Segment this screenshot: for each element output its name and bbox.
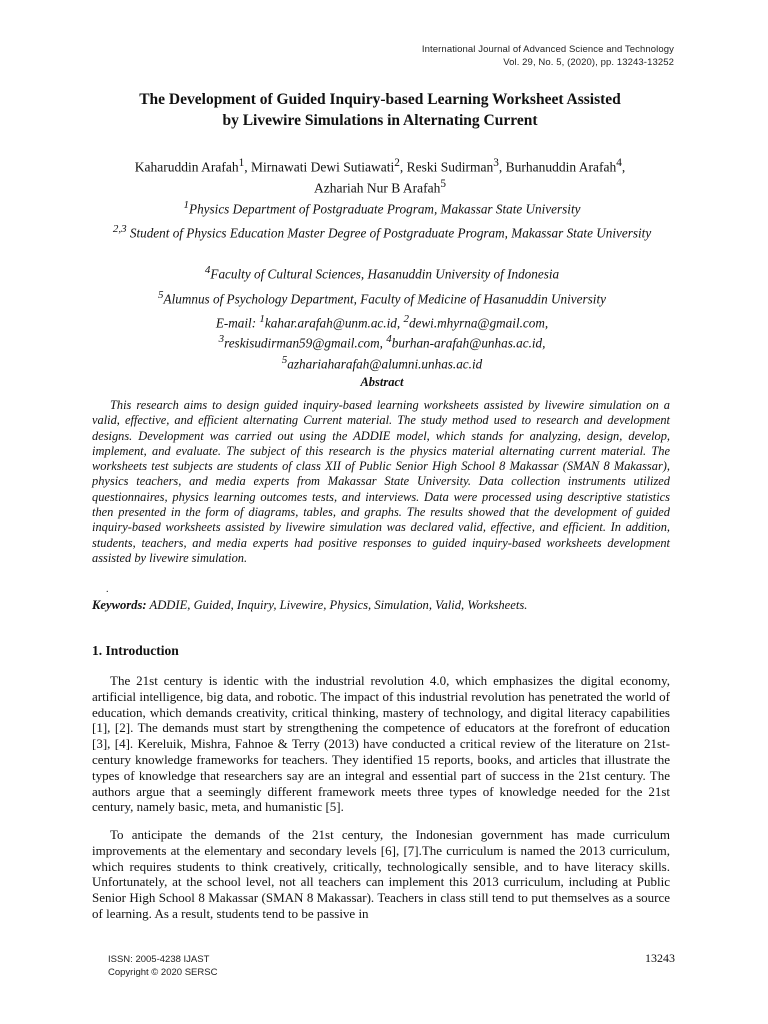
journal-volume: Vol. 29, No. 5, (2020), pp. 13243-13252 [503, 57, 674, 68]
page-number: 13243 [645, 951, 675, 965]
email-3-sup: 3 [218, 333, 225, 346]
author-3-sup: 3 [493, 157, 499, 169]
email-2: dewi.mhyrna@gmail.com, [408, 315, 549, 331]
email-4: burhan-arafah@unhas.ac.id, [391, 335, 546, 351]
intro-paragraph-1: The 21st century is identic with the industrial revolution 4.0, which emphasizes the digital economy, artificial intelligence, big data, and robotic. The impact of this industrial revolution has penetrated the world of education, which demands creativity, critical thinking, mastery of technology, and digital literacy capabilities [1], [2]. The demands must start by strengthening the competence of educators at the forefront of education [3], [4]. Kereluik, Mishra, Fahnoe & Terry (2013) have conducted a critical review of the literature on 21st-century knowledge frameworks for teachers. They identified 15 reports, books, and articles that illustrate the types of knowledge that researchers say are an integral and essential part of success in the 21st century. The authors argue that a seemingly different framework meets three types of knowledge needed for the 21st century, namely basic, meta, and humanistic [5]. [92, 673, 670, 815]
email-4-sup: 4 [386, 333, 392, 346]
journal-name: International Journal of Advanced Science and Technology [421, 44, 674, 55]
email-1-sup: 1 [259, 313, 265, 325]
intro-paragraph-2: To anticipate the demands of the 21st century, the Indonesian government has made curriculum improvements at the elementary and secondary levels [6], [7].The curriculum is named the 2013 curriculum, which requires students to think creatively, critically, technologically sensible, and to have literacy skills. Unfortunately, at the school level, not all teachers can implement this 2013 curriculum, including at Public Senior High School 8 Makassar (SMAN 8 Makassar). Teachers in class still tend to put themselves as a source of learning. As a result, students tend to be passive in [92, 827, 670, 921]
stray-dot: . [106, 584, 109, 595]
affiliation-1 [92, 197, 672, 217]
title-line-1: The Development of Guided Inquiry-based Learning Worksheet Assisted [139, 91, 621, 108]
affiliation-1-sup: 1 [183, 199, 190, 211]
affiliation-1-text: Physics Department of Postgraduate Program, Makassar State University [189, 201, 581, 217]
affiliation-4-text: Alumnus of Psychology Department, Faculty of Medicine of Hasanuddin University [163, 291, 606, 307]
abstract-text: This research aims to design guided inquiry-based learning worksheets assisted by livewire simulation on a valid, effective, and efficient alternating Current material. The study method used to research and development designs. Development was carried out using the ADDIE model, which stands for analyzing, design, develop, implement, and evaluate. The subject of this research is the physics material alternating current material. The worksheets test subjects are students of class XII of Public Senior High School 8 Makassar (SMAN 8 Makassar), physics teachers, and media experts from Makassar State University. Data collection instruments utilized questionnaires, physics learning outcomes tests, and interviews. Data were processed using descriptive statistics then presented in the form of diagrams, tables, and graphs. The results showed that the development of guided inquiry-based worksheets assisted by livewire simulation was declared valid, effective, and efficient. In addition, students, teachers, and media experts had positive responses to guided inquiry-based worksheets development assisted by livewire simulation. [92, 398, 670, 565]
author-5-sup: 5 [440, 177, 446, 190]
author-3: Reski Sudirman [406, 159, 494, 175]
email-label: E-mail: [215, 315, 260, 331]
author-list: Kaharuddin Arafah$^1$, Mirnawati Dewi Sutiawati$^2$, Reski Sudirman$^3$, Burhanuddin Arafah$^4$, Azhariah Nur B Arafah$^5$ [134, 157, 626, 195]
email-2-sup: 2 [403, 313, 409, 325]
email-5: azhariaharafah@alumni.unhas.ac.id [287, 356, 483, 372]
title-line-2: by Livewire Simulations in Alternating Current [222, 112, 538, 129]
keywords-line [92, 598, 672, 613]
footer-issn [108, 953, 217, 979]
email-block [92, 311, 672, 372]
keywords-label: Keywords: [92, 598, 147, 612]
paper-title [80, 89, 680, 131]
affiliation-4-sup: 5 [158, 289, 164, 301]
copyright-text: Copyright © 2020 SERSC [108, 967, 218, 978]
affiliation-2-text: Student of Physics Education Master Degree of Postgraduate Program, Makassar State University [129, 225, 652, 241]
journal-header [422, 43, 674, 69]
author-1-sup: 1 [238, 157, 245, 169]
email-3: reskisudirman59@gmail.com, [224, 335, 383, 351]
author-2: Mirnawati Dewi Sutiawati [251, 159, 395, 175]
issn-text: ISSN: 2005-4238 IJAST [108, 954, 210, 965]
author-4: Burhanuddin Arafah [505, 159, 617, 175]
author-4-sup: 4 [616, 157, 622, 169]
affiliation-3-text: Faculty of Cultural Sciences, Hasanuddin University of Indonesia [210, 266, 560, 282]
email-5-sup: 5 [281, 353, 288, 366]
abstract-heading: Abstract [360, 375, 404, 389]
affiliation-3-sup: 4 [204, 264, 211, 276]
author-5: Azhariah Nur B Arafah [314, 180, 441, 195]
email-1: kahar.arafah@unm.ac.id, [264, 315, 401, 331]
affiliation-3 [92, 262, 672, 282]
keywords-text: ADDIE, Guided, Inquiry, Livewire, Physics, Simulation, Valid, Worksheets. [146, 598, 528, 612]
author-1: Kaharuddin Arafah [134, 159, 239, 175]
affiliation-2-sup: 2,3 [112, 223, 127, 235]
author-2-sup: 2 [394, 157, 400, 169]
section-heading: 1. Introduction [92, 643, 179, 658]
affiliation-2 [92, 221, 672, 241]
affiliation-4 [92, 287, 672, 307]
